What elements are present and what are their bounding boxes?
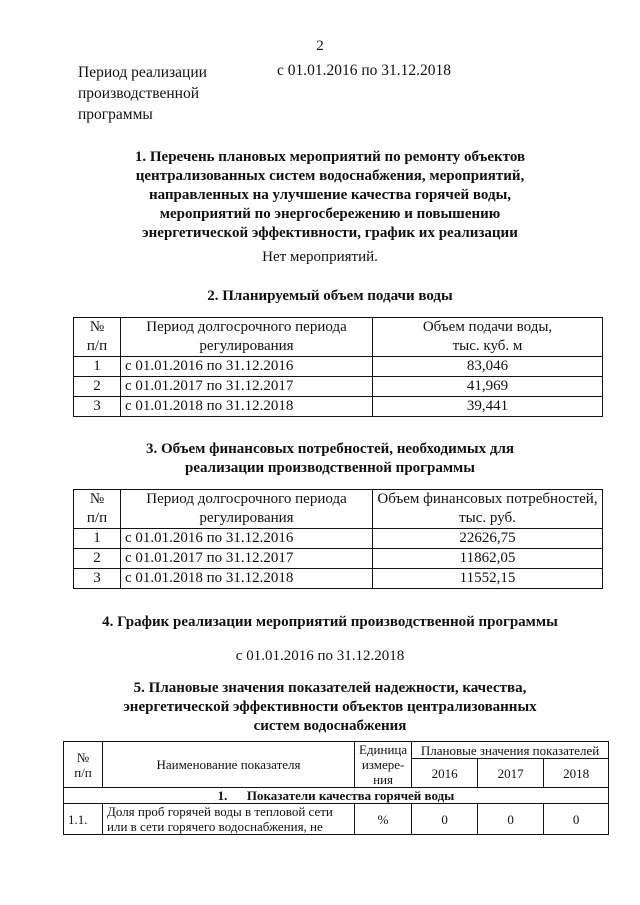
row-num: 2 (74, 377, 121, 397)
row-period: с 01.01.2016 по 31.12.2016 (121, 529, 373, 549)
section1-title-line: 1. Перечень плановых мероприятий по ремонту объектов (134, 149, 526, 165)
period-value: с 01.01.2016 по 31.12.2018 (277, 62, 452, 79)
row-value: 41,969 (373, 377, 603, 397)
header-year: 2017 (478, 759, 544, 788)
period-label-line: производственной (78, 85, 200, 102)
header-num: № п/п (74, 318, 121, 357)
section4-value: с 01.01.2016 по 31.12.2018 (235, 648, 405, 664)
table-row (74, 397, 603, 417)
row-period: с 01.01.2017 по 31.12.2017 (121, 377, 373, 397)
table-row (74, 549, 603, 569)
table-row (74, 529, 603, 549)
table-header-row (74, 318, 603, 357)
financial-needs-table (73, 489, 603, 589)
section1-title-line: централизованных систем водоснабжения, мероприятий, (135, 168, 525, 184)
section1-title-line: направленных на улучшение качества горячей воды, (148, 187, 512, 203)
row-num: 1 (74, 357, 121, 377)
table-group-row (64, 788, 609, 804)
header-year: 2018 (544, 759, 609, 788)
row-value: 0 (478, 804, 544, 835)
row-num: 3 (74, 397, 121, 417)
header-planned-values: Плановые значения показателей (412, 742, 609, 759)
section5-title-line: систем водоснабжения (253, 718, 407, 734)
header-value: Объем подачи воды, тыс. куб. м (373, 318, 603, 357)
row-num: 1.1. (64, 804, 103, 835)
table-header-row (64, 742, 609, 759)
header-num: № п/п (64, 742, 103, 788)
table-row (74, 569, 603, 589)
row-period: с 01.01.2018 по 31.12.2018 (121, 569, 373, 589)
section3-title-line: реализации производственной программы (185, 460, 475, 476)
section3-title (60, 440, 600, 478)
row-num: 1 (74, 529, 121, 549)
row-period: с 01.01.2017 по 31.12.2017 (121, 549, 373, 569)
row-value: 11862,05 (373, 549, 603, 569)
table-row (74, 357, 603, 377)
row-num: 3 (74, 569, 121, 589)
row-unit: % (355, 804, 412, 835)
section2-title: 2. Планируемый объем подачи воды (207, 288, 453, 304)
row-num: 2 (74, 549, 121, 569)
header-unit: Единица измере- ния (355, 742, 412, 788)
row-indicator-name: Доля проб горячей воды в тепловой сети или в сети горячего водоснабжения, не (103, 804, 355, 835)
group-title: 1. Показатели качества горячей воды (64, 788, 609, 804)
table-row (64, 804, 609, 835)
header-value: Объем финансовых потребностей, тыс. руб. (373, 490, 603, 529)
period-label-line: программы (78, 106, 153, 123)
indicators-table (63, 741, 609, 835)
page-number: 2 (316, 38, 324, 54)
row-value: 22626,75 (373, 529, 603, 549)
water-supply-table (73, 317, 603, 417)
period-label (78, 62, 207, 125)
table-header-row (74, 490, 603, 529)
row-value: 83,046 (373, 357, 603, 377)
section1-note: Нет мероприятий. (262, 249, 378, 265)
section5-title-line: энергетической эффективности объектов централизованных (123, 699, 537, 715)
header-num: № п/п (74, 490, 121, 529)
section3-title-line: 3. Объем финансовых потребностей, необходимых для (145, 441, 515, 457)
row-value: 39,441 (373, 397, 603, 417)
row-value: 0 (544, 804, 609, 835)
section5-title (60, 679, 600, 736)
section1-title (60, 148, 600, 243)
section1-title-line: мероприятий по энергосбережению и повышению (159, 206, 501, 222)
header-indicator-name: Наименование показателя (103, 742, 355, 788)
section4-title: 4. График реализации мероприятий производственной программы (102, 614, 558, 630)
header-period: Период долгосрочного периода регулирования (121, 318, 373, 357)
row-value: 0 (412, 804, 478, 835)
section1-title-line: энергетической эффективности, график их реализации (142, 225, 518, 241)
row-value: 11552,15 (373, 569, 603, 589)
header-year: 2016 (412, 759, 478, 788)
section5-title-line: 5. Плановые значения показателей надежности, качества, (133, 680, 527, 696)
row-period: с 01.01.2016 по 31.12.2016 (121, 357, 373, 377)
period-label-line: Период реализации (78, 64, 207, 81)
row-period: с 01.01.2018 по 31.12.2018 (121, 397, 373, 417)
header-period: Период долгосрочного периода регулирования (121, 490, 373, 529)
table-row (74, 377, 603, 397)
